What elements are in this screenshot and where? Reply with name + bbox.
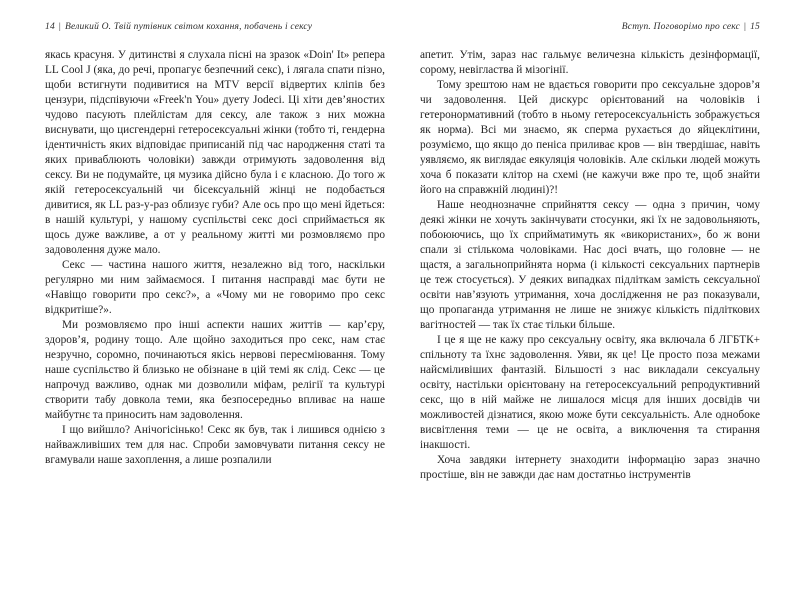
running-head-right [420,22,760,32]
page-right [400,0,800,601]
paragraph: Наше неоднозначне сприйняття сексу — одна з причин, чому деякі жінки не хочуть закінчувати стосунки, які їх не задовольняють, побоюючись, що їх сприйматимуть як «використаних», бо ж вони спали зі стількома чоловіками. Нас досі вчать, що головне — не щастя, а загальноприйнята норма (і кількості сексуальних партнерів це теж стосується). У деяких випадках підліткам замість сексуальної освіти нав’язують утримання, хоча дослідження не раз показували, що пропаганда утримання не лише не знижує кількість підліткових вагітностей — так їх стає тільки більше. [420,199,760,331]
header-separator-left: | [58,22,62,32]
paragraph: І що вийшло? Анічогісінько! Секс як був, так і лишився однією з найважливіших тем для нас. Спроби замовчувати питання сексу не вгамували наше захоплення, а лише розпалили [45,424,385,466]
chapter-title-header: Вступ. Поговорімо про секс [621,22,740,32]
page-number-left: 14 [45,22,55,32]
paragraph: Тому зрештою нам не вдається говорити про сексуальне здоров’я чи задоволення. Цей дискурс орієнтований на чоловіків і гетеронормативний (тобто в ньому гетеросексуальність зображується як норма). Всі ми знаємо, як сперма рухається до яйцеклітини, розуміємо, що якщо до пеніса приливає кров — він твердішає, навіть уявляємо, як виглядає еякуляція чоловіків. Але скільки людей можуть хоча б показати клітор на схемі (не кажучи вже про те, щоб знайти його на справжній людині)?! [420,79,760,196]
paragraph: апетит. Утім, зараз нас гальмує величезна кількість дезінформації, сорому, невігластва й мізогінії. [420,49,760,76]
body-text-right [420,48,760,483]
paragraph: І це я ще не кажу про сексуальну освіту, яка включала б ЛГБТК+ спільноту та їхнє задоволення. Уяви, як це! Це просто поза межами найсміливіших фантазій. Більшості з нас викладали сексуальну освіту, настільки орієнтовану на гетеросексуальний репродуктивний секс, що в ній майже не лишалося місця для інших досвідів чи можливостей дізнатися, якою може бути сексуальність. Але однобоке висвітлення теми — це не освіта, а виключення та стирання інакшості. [420,334,760,451]
header-separator-right: | [743,22,747,32]
paragraph: якась красуня. У дитинстві я слухала пісні на зразок «Doin' It» репера LL Cool J (яка, до речі, пропагує безпечний секс), і лягала спати пізно, щоби встигнути подивитися на MTV версії відвертих кліпів без цензури, підспівуючи «Freek'n You» дуету Jodeci. Ці хіти дев’яностих чудово пасують плейлістам для сексу, але також з них можна виснувати, що цисгендерні гетеросексуальні жінки (тобто ті, гендерна ідентичність яких відповідає приписаній під час народження статі та яких приваблюють чоловіки) завжди отримують задоволення від сексу. Ви не подумайте, ця музика дійсно була і є класною. До того ж якій гетеросексуальній чи бісексуальній жінці не подобається дивитися, як LL раз-у-раз облизує губи? Але ось про що мені йдеться: в нашій культурі, у нашому суспільстві секс досі сприймається як щось дуже важливе, а от у реальному житті ми розмовляємо про задоволення дуже мало. [45,49,385,256]
paragraph: Хоча завдяки інтернету знаходити інформацію зараз значно простіше, він не завжди дає нам достатньо інструментів [420,454,760,481]
book-title-header: Великий О. Твій путівник світом кохання, побачень і сексу [65,22,313,32]
page-number-right: 15 [750,22,760,32]
running-head-left [45,22,385,32]
body-text-left [45,48,385,468]
paragraph: Ми розмовляємо про інші аспекти наших життів — кар’єру, здоров’я, родину тощо. Але щойно заходиться про секс, нам стає незручно, соромно, починаються якісь нервові пересміювання. Тому наше суспільство й близько не обізнане в цій темі як слід. Секс — це напрочуд важливо, однак ми дозволили міфам, релігії та культурі створити табу довкола теми, яка безпосередньо впливає на наше майбутнє та приносить нам задоволення. [45,319,385,421]
paragraph: Секс — частина нашого життя, незалежно від того, наскільки регулярно ми ним займаємося. І питання насправді має бути не «Навіщо говорити про секс?», а «Чому ми не говоримо про секс відкритіше?». [45,259,385,316]
